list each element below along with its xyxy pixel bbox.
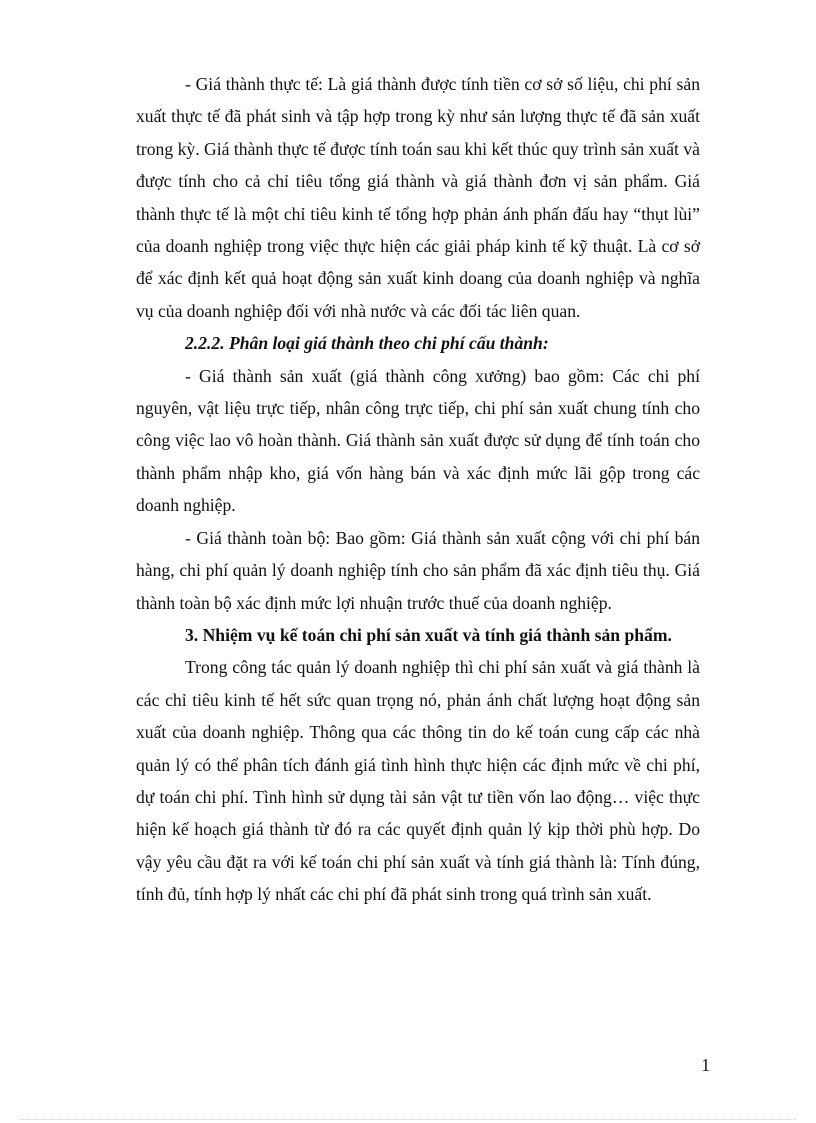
paragraph-total-cost: - Giá thành toàn bộ: Bao gồm: Giá thành sản xuất cộng với chi phí bán hàng, chi phí quản lý doanh nghiệp tính cho sản phẩm đã xác định tiêu thụ. Giá thành toàn bộ xác định mức lợi nhuận trước thuế của doanh nghiệp.	[136, 527, 700, 613]
page-number: 1	[701, 1055, 710, 1075]
paragraph-actual-cost: - Giá thành thực tế: Là giá thành được tính tiền cơ sở số liệu, chi phí sản xuất thực tế đã phát sinh và tập hợp trong kỳ như sản lượng thực tế đã sản xuất trong kỳ. Giá thành thực tế được tính toán sau khi kết thúc quy trình sản xuất và được tính cho cả chỉ tiêu tổng giá thành và giá thành đơn vị sản phẩm. Giá thành thực tế là một chỉ tiêu kinh tế tổng hợp phản ánh phấn đấu hay “thụt lùi” của doanh nghiệp trong việc thực hiện các giải pháp kinh tế kỹ thuật. Là cơ sở để xác định kết quả hoạt động sản xuất kinh doang của doanh nghiệp và nghĩa vụ của doanh nghiệp đối với nhà nước và các đối tác liên quan.	[136, 74, 700, 321]
document-body	[136, 68, 700, 911]
heading-accounting-tasks: 3. Nhiệm vụ kế toán chi phí sản xuất và tính giá thành sản phẩm.	[185, 624, 672, 645]
paragraph-production-cost: - Giá thành sản xuất (giá thành công xưởng) bao gồm: Các chi phí nguyên, vật liệu trực tiếp, nhân công trực tiếp, chi phí sản xuất chung tính cho công việc lao vô hoàn thành. Giá thành sản xuất được sử dụng để tính toán cho thành phẩm nhập kho, giá vốn hàng bán và xác định mức lãi gộp trong các doanh nghiệp.	[136, 365, 700, 516]
paragraph-management-role: Trong công tác quản lý doanh nghiệp thì chi phí sản xuất và giá thành là các chỉ tiêu kinh tế hết sức quan trọng nó, phản ánh chất lượng hoạt động sản xuất của doanh nghiệp. Thông qua các thông tin do kế toán cung cấp các nhà quản lý có thể phân tích đánh giá tình hình thực hiện các định mức về chi phí, dự toán chi phí. Tình hình sử dụng tài sản vật tư tiền vốn lao động… việc thực hiện kế hoạch giá thành từ đó ra các quyết định quản lý kịp thời phù hợp. Do vậy yêu cầu đặt ra với kế toán chi phí sản xuất và tính giá thành là: Tính đúng, tính đủ, tính hợp lý nhất các chi phí đã phát sinh trong quá trình sản xuất.	[136, 657, 700, 905]
page-bottom-edge	[20, 1119, 796, 1120]
heading-cost-classification: 2.2.2. Phân loại giá thành theo chi phí cấu thành:	[185, 333, 549, 354]
